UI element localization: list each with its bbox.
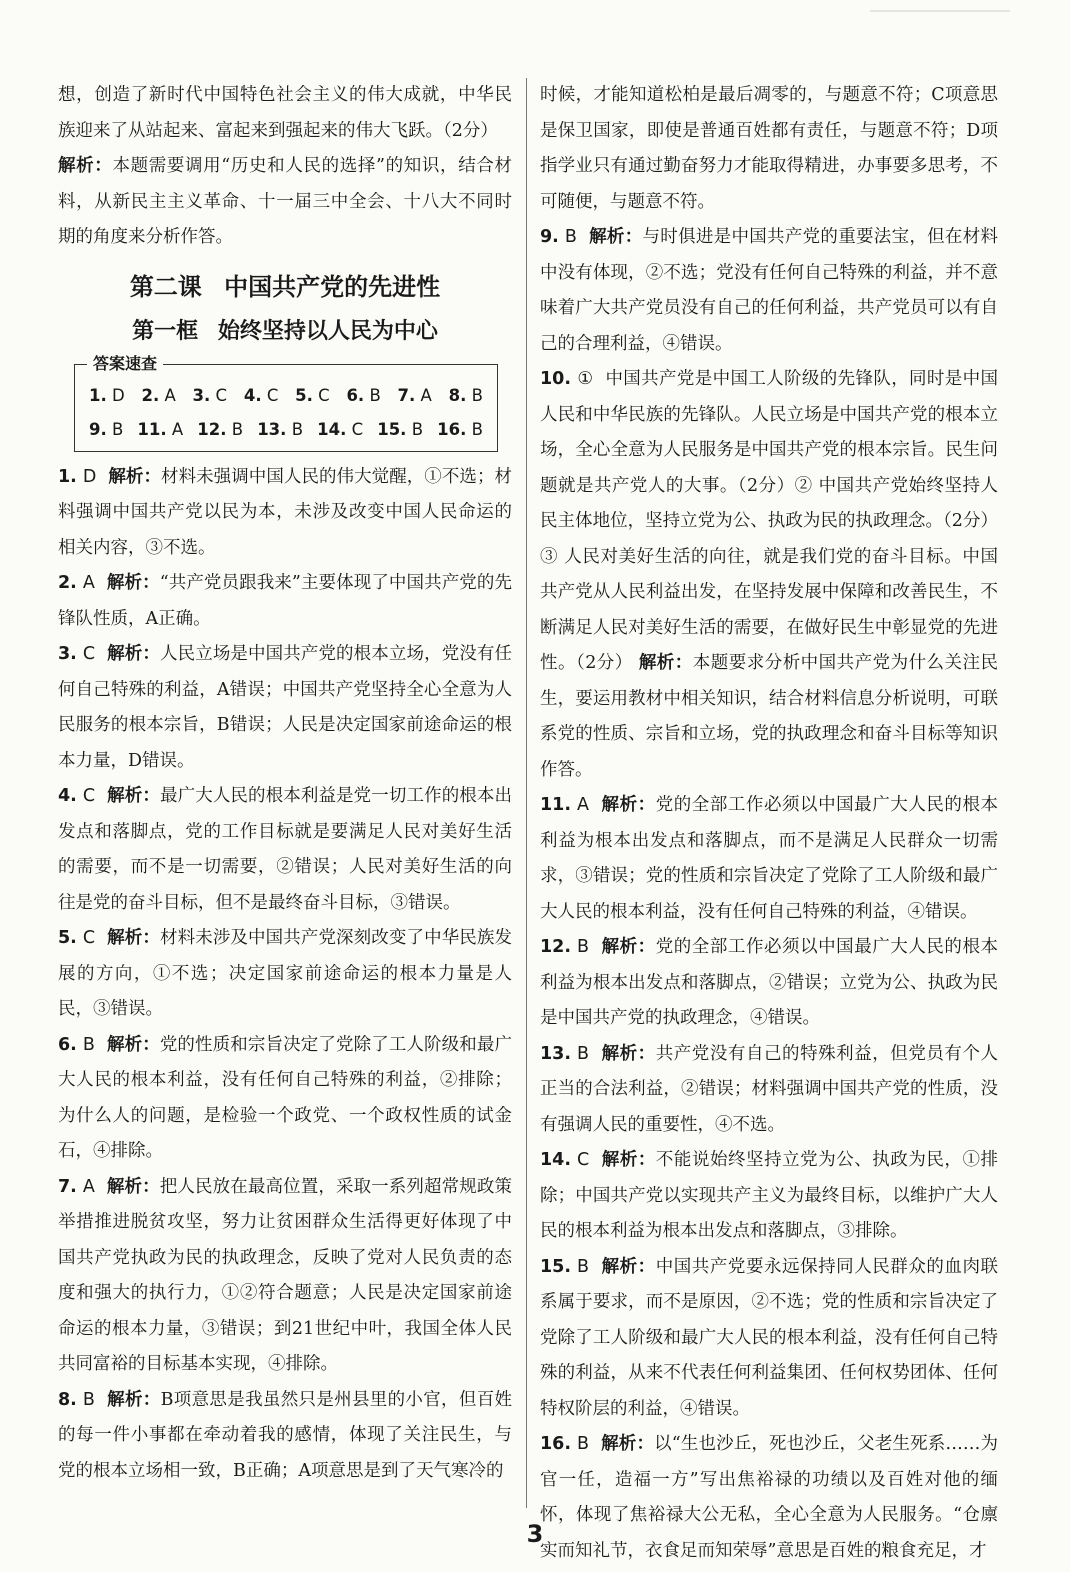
analysis-text: 材料未强调中国人民的伟大觉醒，①不选；材料强调中国共产党以民为本，未涉及改变中国人民命运的相关内容，③不选。 [58,466,513,558]
answer-item [346,379,380,413]
answer-item [295,379,330,413]
answer-item-value: B [411,419,424,439]
question-number: 11. [540,795,572,815]
left-item-list [58,460,512,1490]
question-number: 4. [58,786,77,806]
answer-item-value: D [112,385,125,405]
answer-item-number: 11. [137,419,167,439]
question-number: 14. [540,1150,572,1170]
analysis-text: 党的全部工作必须以中国最广大人民的根本利益为根本出发点和落脚点，②错误；立党为公、执政为民是中国共产党的执政理念，④错误。 [540,937,999,1028]
analysis-text: 中国共产党要永远保持同人民群众的血肉联系属于要求，而不是原因，②不选；党的性质和宗旨决定了党除了工人阶级和最广大人民的根本利益，没有任何自己特殊的利益，从来不代表任何利益集团、任何权势团体、任何特权阶层的利益，④错误。 [540,1256,999,1419]
answer-item-number: 7. [397,385,416,405]
question-number: 7. [58,1176,77,1197]
analysis-label: 解析： [106,573,160,593]
analysis-text: 最广大人民的根本利益是党一切工作的根本出发点和落脚点，党的工作目标就是要满足人民对美好生活的需要，而不是一切需要，②错误；人民对美好生活的向往是党的奋斗目标，但不是最终奋斗目标，③错误。 [58,786,513,913]
answer-item-number: 1. [89,385,107,405]
answer-item-number: 16. [437,419,467,439]
answer-quick-check-box [74,353,498,452]
analysis-label: 解析： [601,1434,655,1454]
answer-item-value: A [171,419,184,439]
analysis-label: 解析： [588,227,643,247]
question-answer: A [82,1176,95,1197]
question-item [58,921,512,1028]
question-answer: C [577,1150,590,1170]
intro-paragraph: 想，创造了新时代中国特色社会主义的伟大成就，中华民族迎来了从站起来、富起来到强起来的伟大飞跃。（2分） [58,85,512,141]
question-answer: B [577,1043,590,1064]
analysis-label: 解析： [601,937,656,957]
question-item [540,220,998,362]
question-item [58,779,512,921]
analysis-text: 党的性质和宗旨决定了党除了工人阶级和最广大人民的根本利益，没有任何自己特殊的利益，②排除；为什么人的问题，是检验一个政党、一个政权性质的试金石，④排除。 [58,1034,513,1161]
answer-item [244,379,279,413]
answer-item-value: B [231,419,244,439]
answer-item [257,413,303,447]
question-item [58,566,512,637]
question-answer: A [82,573,95,593]
intro-analysis [58,149,512,256]
analysis-text: 共产党没有自己的特殊利益，但党员有个人正当的合法利益，②错误；材料强调中国共产党的性质，没有强调人民的重要性，④不选。 [540,1043,999,1135]
analysis-label: 解析： [106,1034,160,1055]
answer-item-number: 3. [192,385,211,405]
answer-item-number: 8. [448,385,467,405]
analysis-label: 解析： [58,156,113,176]
answer-item-value: C [351,419,364,439]
question-item [58,637,512,779]
question-answer: B [82,1389,95,1410]
analysis-label: 解析： [107,644,160,664]
answer-item-number: 12. [197,419,227,439]
question-number: 6. [58,1034,77,1055]
question-number: 16. [540,1434,572,1454]
answer-item [437,413,483,447]
question-item [540,930,998,1037]
answer-item-value: C [266,385,279,405]
answer-item [377,413,423,447]
column-divider [526,78,527,1508]
analysis-label: 解析： [601,1043,656,1064]
answer-item [317,413,363,447]
answer-item-number: 15. [377,419,407,439]
answer-item-number: 6. [346,385,365,405]
answer-item-value: C [318,385,330,405]
question-item [58,460,512,567]
question-answer: B [577,1256,590,1277]
answer-item-value: C [215,385,228,405]
answer-item [193,379,228,413]
question-number: 2. [58,573,77,593]
answer-item [197,413,243,447]
answer-item-value: A [164,385,176,405]
question-number: 12. [540,937,572,957]
page-top-mark [870,10,1010,12]
answer-item [141,379,175,413]
analysis-text: 不能说始终坚持立党为公、执政为民，①排除；中国共产党以实现共产主义为最终目标，以维护广大人民的根本利益为根本出发点和落脚点，③排除。 [540,1150,999,1241]
question-answer: ① [577,369,594,389]
question-answer: C [82,928,96,948]
question-item [540,1143,998,1250]
question-answer: B [577,937,590,957]
left-column [58,78,512,1489]
answer-item-value: B [369,385,381,405]
answer-item-value: B [291,419,304,439]
analysis-text: 党的全部工作必须以中国最广大人民的根本利益为根本出发点和落脚点，而不是满足人民群众一切需求，③错误；党的性质和宗旨决定了党除了工人阶级和最广大人民的根本利益，没有任何自己特殊的利益，④错误。 [540,795,999,922]
question-number: 3. [58,644,77,664]
question-number: 1. [58,466,77,487]
answer-item-value: B [471,419,483,439]
question-item [58,1028,512,1170]
analysis-text: “共产党员跟我来”主要体现了中国共产党的先锋队性质，A正确。 [58,573,512,629]
analysis-text: B项意思是我虽然只是州县里的小官，但百姓的每一件小事都在牵动着我的感情，体现了关注民生，与党的根本立场相一致，B正确；A项意思是到了天气寒冷的 [58,1389,513,1481]
analysis-text: 本题需要调用“历史和人民的选择”的知识，结合材料，从新民主主义革命、十一届三中全会、十八大不同时期的角度来分析作答。 [58,156,512,247]
right-item-list [540,220,998,1569]
analysis-label: 解析： [601,795,656,815]
answer-item-number: 13. [257,419,287,439]
answer-item [449,379,483,413]
page-number: 3 [526,1520,544,1548]
analysis-text: 与时俱进是中国共产党的重要法宝，但在材料中没有体现，②不选；党没有任何自己特殊的利益，并不意味着广大共产党员没有自己的任何利益，共产党员可以有自己的合理利益，④错误。 [540,227,999,354]
analysis-text: 人民立场是中国共产党的根本立场，党没有任何自己特殊的利益，A错误；中国共产党坚持全心全意为人民服务的根本宗旨，B错误；人民是决定国家前途命运的根本力量，D错误。 [58,644,513,771]
analysis-text: 本题要求分析中国共产党为什么关注民生，要运用教材中相关知识，结合材料信息分析说明，可联系党的性质、宗旨和立场，党的执政理念和奋斗目标等知识作答。 [540,653,998,780]
analysis-text: 中国共产党是中国工人阶级的先锋队，同时是中国人民和中华民族的先锋队。人民立场是中国共产党的根本立场，全心全意为人民服务是中国共产党的根本宗旨。民生问题就是共产党人的大事。（2分）② 中国共产党始终坚持人民主体地位，坚持立党为公、执政为民的执政理念。（2分）③ 人民对美好生活的向往，就是我们党的奋斗目标。中国共产党从人民利益出发，在坚持发展中保障和改善民生，不断满足人民对美好生活的需要，在做好民生中彰显党的先进性。（2分） [540,369,998,673]
analysis-label: 解析： [108,466,162,487]
answer-item-value: A [420,385,432,405]
question-answer: B [577,1434,590,1454]
question-item [540,788,998,930]
answer-item [89,379,125,413]
question-number: 9. [540,227,559,247]
question-answer: C [82,644,96,664]
analysis-label: 解析： [107,786,160,806]
analysis-label: 解析： [106,1176,160,1197]
answer-item-number: 5. [295,385,313,405]
answer-item-value: B [471,385,483,405]
question-item [58,1170,512,1383]
question-number: 5. [58,928,77,948]
analysis-text: 材料未涉及中国共产党深刻改变了中华民族发展的方向，①不选；决定国家前途命运的根本力量是人民，③错误。 [58,928,513,1019]
answer-item [398,379,432,413]
answer-item-number: 2. [141,385,160,405]
analysis-label: 解析： [638,653,693,673]
question-number: 13. [540,1043,572,1064]
question-answer: B [82,1034,95,1055]
analysis-label: 解析： [601,1150,656,1170]
question-item [540,1250,998,1428]
answer-row-2 [89,413,483,447]
analysis-label: 解析： [106,1389,161,1410]
answer-item-value: B [112,419,124,439]
question-item [540,1037,998,1144]
question-number: 8. [58,1389,77,1410]
analysis-label: 解析： [601,1256,656,1277]
answer-item [89,413,123,447]
section-title: 第一框 始终坚持以人民为中心 [132,318,438,344]
question-answer: B [564,227,577,247]
analysis-label: 解析： [107,928,160,948]
question-item [58,1383,512,1490]
question-answer: D [82,466,97,487]
answer-box-title: 答案速查 [87,353,163,375]
continuation-paragraph: 时候，才能知道松柏是最后凋零的，与题意不符；C项意思是保卫国家，即使是普通百姓都有责任，与题意不符；D项指学业只有通过勤奋努力才能取得精进，办事要多思考，不可随便，与题意不符。 [540,85,998,212]
question-answer: C [82,786,96,806]
analysis-text: 把人民放在最高位置，采取一系列超常规政策举措推进脱贫攻坚，努力让贫困群众生活得更好体现了中国共产党执政为民的执政理念，反映了党对人民负责的态度和强大的执行力，①②符合题意；人民是决定国家前途命运的根本力量，③错误；到21世纪中叶，我国全体人民共同富裕的目标基本实现，④排除。 [58,1176,512,1374]
answer-item [137,413,183,447]
question-number: 15. [540,1256,572,1277]
question-number: 10. [540,369,572,389]
answer-row-1 [89,379,483,413]
answer-item-number: 14. [317,419,347,439]
answer-item-number: 9. [89,419,107,439]
question-answer: A [577,795,589,815]
question-item [540,362,998,788]
right-column [540,78,998,1569]
answer-item-number: 4. [243,385,262,405]
lesson-title: 第二课 中国共产党的先进性 [129,272,441,301]
analysis-text: 以“生也沙丘，死也沙丘，父老生死系……为官一任，造福一方”写出焦裕禄的功绩以及百姓对他的缅怀，体现了焦裕禄大公无私，全心全意为人民服务。“仓廪实而知礼节，衣食足而知荣辱”意思是百姓的粮食充足，才 [540,1434,999,1561]
